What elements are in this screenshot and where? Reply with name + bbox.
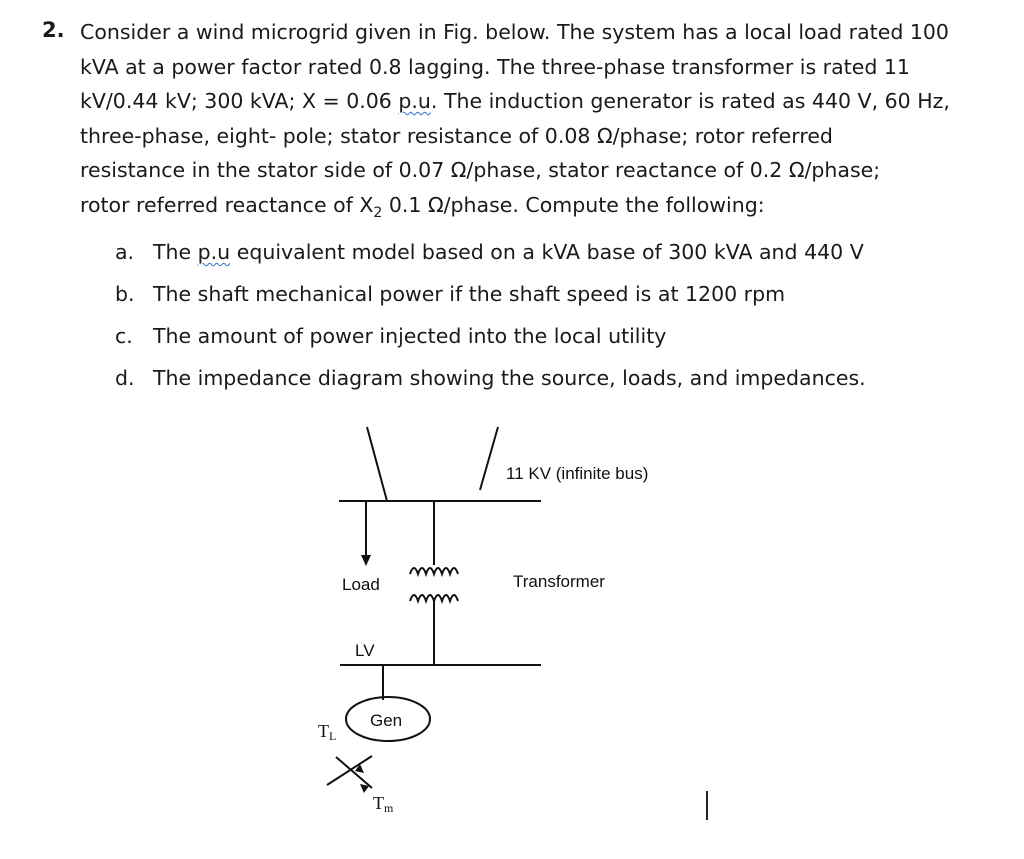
generator-label: Gen <box>370 711 403 730</box>
tl-main: T <box>318 721 329 741</box>
text-run: rotor referred reactance of X <box>80 192 374 217</box>
question-line-4: three-phase, eight- pole; stator resistance of 0.08 Ω/phase; rotor referred <box>80 123 833 148</box>
question-line-2: kVA at a power factor rated 0.8 lagging. The three-phase transformer is rated 11 <box>80 54 910 79</box>
spellcheck-underlined-word[interactable]: p.u <box>197 240 231 264</box>
tm-main: T <box>373 793 384 813</box>
item-text: The impedance diagram showing the source, loads, and impedances. <box>153 366 866 390</box>
item-label: d. <box>115 366 135 390</box>
item-text: The shaft mechanical power if the shaft speed is at 1200 rpm <box>153 282 786 306</box>
tl-label <box>318 721 336 743</box>
item-text: The amount of power injected into the local utility <box>153 324 667 348</box>
shaft-line-1 <box>327 756 372 785</box>
transformer-primary-coil <box>410 568 458 574</box>
question-line-1: Consider a wind microgrid given in Fig. below. The system has a local load rated 100 <box>80 20 949 44</box>
text-run: . The induction generator is rated as 440 V, 60 Hz, <box>430 89 950 114</box>
item-text: The <box>153 240 198 264</box>
item-label: a. <box>115 240 135 264</box>
tm-label <box>373 793 394 815</box>
item-text: equivalent model based on a kVA base of 300 kVA and 440 V <box>230 240 864 264</box>
question-number: 2. <box>42 18 65 42</box>
text-run: 0.1 Ω/phase. Compute the following: <box>382 192 765 217</box>
item-label: c. <box>115 324 133 348</box>
tl-sub: L <box>329 729 337 743</box>
subscript: 2 <box>373 205 383 222</box>
item-label: b. <box>115 282 135 306</box>
transformer-label: Transformer <box>513 572 605 591</box>
tm-sub: m <box>384 801 394 815</box>
utility-line-right <box>480 427 498 490</box>
spellcheck-underlined-word[interactable]: p.u <box>398 89 431 114</box>
lv-label: LV <box>355 641 375 660</box>
load-arrow-icon <box>361 555 371 566</box>
question-line-5: resistance in the stator side of 0.07 Ω/phase, stator reactance of 0.2 Ω/phase; <box>80 158 881 183</box>
utility-line-left <box>367 427 387 501</box>
text-cursor <box>706 791 708 820</box>
text-run: kV/0.44 kV; 300 kVA; X = 0.06 <box>80 89 399 114</box>
shaft-line-2 <box>336 757 372 788</box>
transformer-secondary-coil <box>410 595 458 601</box>
infinite-bus-label: 11 KV (infinite bus) <box>506 464 649 483</box>
load-label: Load <box>342 575 380 594</box>
